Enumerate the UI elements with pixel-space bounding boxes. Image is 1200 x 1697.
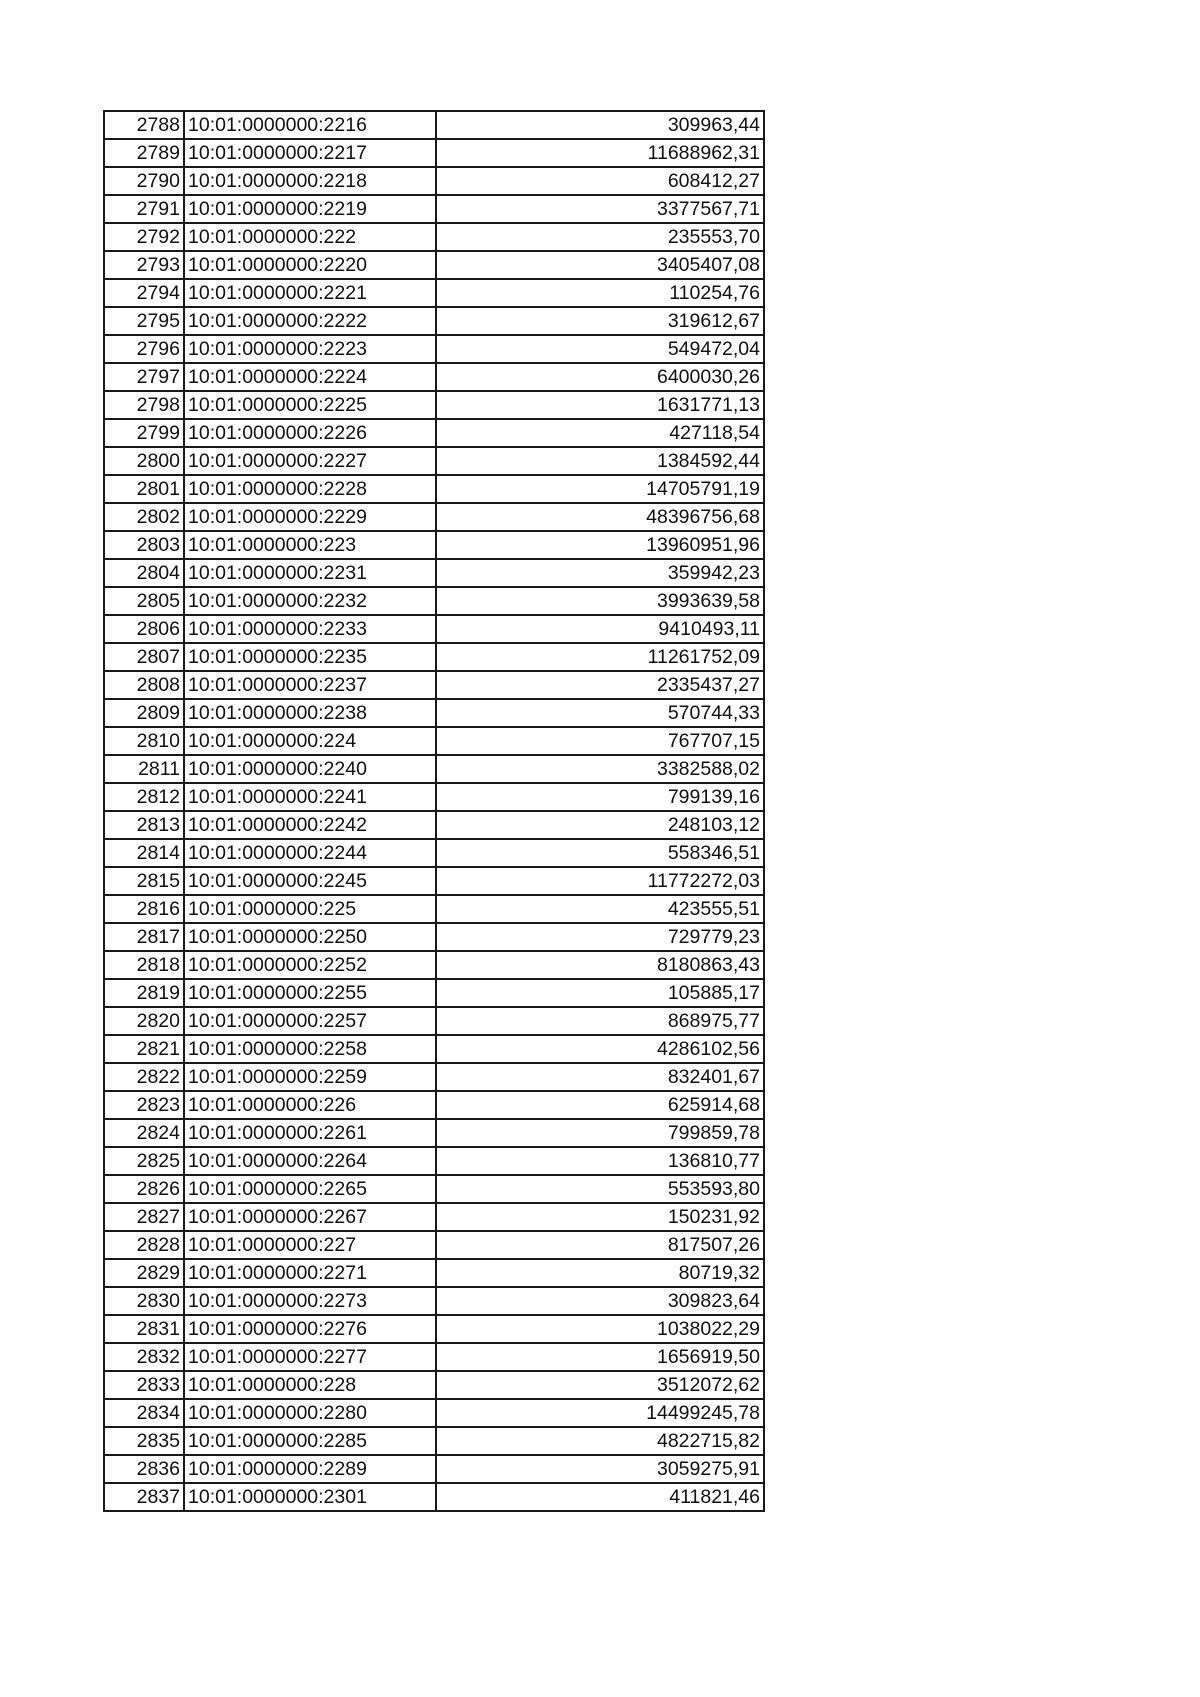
row-number-cell: 2821 (104, 1035, 184, 1063)
cadastral-number-cell: 10:01:0000000:2259 (184, 1063, 436, 1091)
table-row (104, 503, 764, 531)
value-cell: 570744,33 (436, 699, 764, 727)
value-cell: 6400030,26 (436, 363, 764, 391)
value-cell: 3512072,62 (436, 1371, 764, 1399)
cadastral-number-cell: 10:01:0000000:2220 (184, 251, 436, 279)
value-cell: 553593,80 (436, 1175, 764, 1203)
table-row (104, 279, 764, 307)
cadastral-number-cell: 10:01:0000000:227 (184, 1231, 436, 1259)
value-cell: 625914,68 (436, 1091, 764, 1119)
value-cell: 608412,27 (436, 167, 764, 195)
row-number-cell: 2793 (104, 251, 184, 279)
table-row (104, 615, 764, 643)
table-row (104, 1287, 764, 1315)
cadastral-number-cell: 10:01:0000000:224 (184, 727, 436, 755)
value-cell: 1631771,13 (436, 391, 764, 419)
row-number-cell: 2831 (104, 1315, 184, 1343)
row-number-cell: 2798 (104, 391, 184, 419)
row-number-cell: 2813 (104, 811, 184, 839)
value-cell: 14499245,78 (436, 1399, 764, 1427)
value-cell: 3059275,91 (436, 1455, 764, 1483)
table-row (104, 1203, 764, 1231)
cadastral-number-cell: 10:01:0000000:226 (184, 1091, 436, 1119)
table-row (104, 251, 764, 279)
table-row (104, 167, 764, 195)
value-cell: 411821,46 (436, 1483, 764, 1511)
table-row (104, 223, 764, 251)
value-cell: 423555,51 (436, 895, 764, 923)
row-number-cell: 2828 (104, 1231, 184, 1259)
cadastral-number-cell: 10:01:0000000:223 (184, 531, 436, 559)
row-number-cell: 2811 (104, 755, 184, 783)
row-number-cell: 2789 (104, 139, 184, 167)
cadastral-number-cell: 10:01:0000000:2228 (184, 475, 436, 503)
table-row (104, 671, 764, 699)
cadastral-number-cell: 10:01:0000000:2238 (184, 699, 436, 727)
table-row (104, 307, 764, 335)
row-number-cell: 2823 (104, 1091, 184, 1119)
value-cell: 817507,26 (436, 1231, 764, 1259)
table-row (104, 811, 764, 839)
value-cell: 14705791,19 (436, 475, 764, 503)
row-number-cell: 2812 (104, 783, 184, 811)
cadastral-number-cell: 10:01:0000000:2265 (184, 1175, 436, 1203)
value-cell: 8180863,43 (436, 951, 764, 979)
cadastral-number-cell: 10:01:0000000:2226 (184, 419, 436, 447)
value-cell: 319612,67 (436, 307, 764, 335)
row-number-cell: 2827 (104, 1203, 184, 1231)
value-cell: 1384592,44 (436, 447, 764, 475)
cadastral-number-cell: 10:01:0000000:2276 (184, 1315, 436, 1343)
row-number-cell: 2825 (104, 1147, 184, 1175)
cadastral-number-cell: 10:01:0000000:2218 (184, 167, 436, 195)
cadastral-number-cell: 10:01:0000000:2219 (184, 195, 436, 223)
cadastral-number-cell: 10:01:0000000:2271 (184, 1259, 436, 1287)
table-row (104, 475, 764, 503)
value-cell: 868975,77 (436, 1007, 764, 1035)
value-cell: 110254,76 (436, 279, 764, 307)
value-cell: 48396756,68 (436, 503, 764, 531)
value-cell: 105885,17 (436, 979, 764, 1007)
table-row (104, 923, 764, 951)
table-row (104, 531, 764, 559)
table-row (104, 111, 764, 139)
cadastral-number-cell: 10:01:0000000:2255 (184, 979, 436, 1007)
value-cell: 359942,23 (436, 559, 764, 587)
table-row (104, 1007, 764, 1035)
row-number-cell: 2835 (104, 1427, 184, 1455)
table-row (104, 951, 764, 979)
value-cell: 767707,15 (436, 727, 764, 755)
table-row (104, 447, 764, 475)
table-row (104, 1315, 764, 1343)
row-number-cell: 2834 (104, 1399, 184, 1427)
value-cell: 799139,16 (436, 783, 764, 811)
data-table (103, 110, 765, 1512)
value-cell: 136810,77 (436, 1147, 764, 1175)
table-row (104, 895, 764, 923)
table-row (104, 1091, 764, 1119)
row-number-cell: 2830 (104, 1287, 184, 1315)
value-cell: 11261752,09 (436, 643, 764, 671)
table-row (104, 1343, 764, 1371)
cadastral-number-cell: 10:01:0000000:2217 (184, 139, 436, 167)
cadastral-number-cell: 10:01:0000000:2258 (184, 1035, 436, 1063)
value-cell: 832401,67 (436, 1063, 764, 1091)
value-cell: 9410493,11 (436, 615, 764, 643)
cadastral-number-cell: 10:01:0000000:2231 (184, 559, 436, 587)
table-row (104, 1175, 764, 1203)
table-row (104, 1371, 764, 1399)
row-number-cell: 2801 (104, 475, 184, 503)
row-number-cell: 2802 (104, 503, 184, 531)
row-number-cell: 2832 (104, 1343, 184, 1371)
cadastral-number-cell: 10:01:0000000:2225 (184, 391, 436, 419)
table-row (104, 979, 764, 1007)
row-number-cell: 2800 (104, 447, 184, 475)
table-body (104, 111, 764, 1511)
table-row (104, 783, 764, 811)
row-number-cell: 2795 (104, 307, 184, 335)
table-row (104, 643, 764, 671)
table-row (104, 867, 764, 895)
table-row (104, 1259, 764, 1287)
table-row (104, 727, 764, 755)
row-number-cell: 2805 (104, 587, 184, 615)
row-number-cell: 2836 (104, 1455, 184, 1483)
cadastral-number-cell: 10:01:0000000:228 (184, 1371, 436, 1399)
table-row (104, 839, 764, 867)
row-number-cell: 2804 (104, 559, 184, 587)
row-number-cell: 2803 (104, 531, 184, 559)
row-number-cell: 2791 (104, 195, 184, 223)
table-row (104, 1035, 764, 1063)
row-number-cell: 2794 (104, 279, 184, 307)
cadastral-number-cell: 10:01:0000000:2242 (184, 811, 436, 839)
table-row (104, 1455, 764, 1483)
row-number-cell: 2818 (104, 951, 184, 979)
value-cell: 729779,23 (436, 923, 764, 951)
cadastral-number-cell: 10:01:0000000:2229 (184, 503, 436, 531)
row-number-cell: 2796 (104, 335, 184, 363)
table-row (104, 1483, 764, 1511)
cadastral-number-cell: 10:01:0000000:2216 (184, 111, 436, 139)
row-number-cell: 2810 (104, 727, 184, 755)
row-number-cell: 2814 (104, 839, 184, 867)
row-number-cell: 2837 (104, 1483, 184, 1511)
cadastral-number-cell: 10:01:0000000:2223 (184, 335, 436, 363)
table-row (104, 587, 764, 615)
row-number-cell: 2792 (104, 223, 184, 251)
row-number-cell: 2807 (104, 643, 184, 671)
value-cell: 235553,70 (436, 223, 764, 251)
row-number-cell: 2826 (104, 1175, 184, 1203)
table-row (104, 1231, 764, 1259)
cadastral-number-cell: 10:01:0000000:2245 (184, 867, 436, 895)
row-number-cell: 2815 (104, 867, 184, 895)
row-number-cell: 2788 (104, 111, 184, 139)
cadastral-number-cell: 10:01:0000000:2237 (184, 671, 436, 699)
value-cell: 11688962,31 (436, 139, 764, 167)
cadastral-number-cell: 10:01:0000000:2267 (184, 1203, 436, 1231)
row-number-cell: 2822 (104, 1063, 184, 1091)
cadastral-number-cell: 10:01:0000000:2252 (184, 951, 436, 979)
value-cell: 427118,54 (436, 419, 764, 447)
cadastral-number-cell: 10:01:0000000:2241 (184, 783, 436, 811)
table-row (104, 559, 764, 587)
cadastral-number-cell: 10:01:0000000:2257 (184, 1007, 436, 1035)
value-cell: 309823,64 (436, 1287, 764, 1315)
row-number-cell: 2797 (104, 363, 184, 391)
value-cell: 799859,78 (436, 1119, 764, 1147)
cadastral-number-cell: 10:01:0000000:2244 (184, 839, 436, 867)
table-row (104, 699, 764, 727)
cadastral-number-cell: 10:01:0000000:2235 (184, 643, 436, 671)
table-row (104, 363, 764, 391)
value-cell: 4822715,82 (436, 1427, 764, 1455)
table-row (104, 1063, 764, 1091)
value-cell: 11772272,03 (436, 867, 764, 895)
row-number-cell: 2816 (104, 895, 184, 923)
cadastral-number-cell: 10:01:0000000:2280 (184, 1399, 436, 1427)
cadastral-number-cell: 10:01:0000000:2250 (184, 923, 436, 951)
table-row (104, 1147, 764, 1175)
value-cell: 3405407,08 (436, 251, 764, 279)
table-row (104, 391, 764, 419)
row-number-cell: 2809 (104, 699, 184, 727)
cadastral-number-cell: 10:01:0000000:2224 (184, 363, 436, 391)
table-row (104, 1119, 764, 1147)
row-number-cell: 2799 (104, 419, 184, 447)
cadastral-number-cell: 10:01:0000000:2277 (184, 1343, 436, 1371)
table-row (104, 139, 764, 167)
cadastral-number-cell: 10:01:0000000:2240 (184, 755, 436, 783)
row-number-cell: 2790 (104, 167, 184, 195)
cadastral-number-cell: 10:01:0000000:225 (184, 895, 436, 923)
value-cell: 3993639,58 (436, 587, 764, 615)
cadastral-number-cell: 10:01:0000000:2285 (184, 1427, 436, 1455)
cadastral-number-cell: 10:01:0000000:2232 (184, 587, 436, 615)
table-row (104, 419, 764, 447)
value-cell: 1038022,29 (436, 1315, 764, 1343)
value-cell: 4286102,56 (436, 1035, 764, 1063)
value-cell: 3382588,02 (436, 755, 764, 783)
value-cell: 80719,32 (436, 1259, 764, 1287)
cadastral-number-cell: 10:01:0000000:2227 (184, 447, 436, 475)
cadastral-number-cell: 10:01:0000000:2261 (184, 1119, 436, 1147)
cadastral-number-cell: 10:01:0000000:2222 (184, 307, 436, 335)
cadastral-number-cell: 10:01:0000000:2221 (184, 279, 436, 307)
value-cell: 549472,04 (436, 335, 764, 363)
value-cell: 558346,51 (436, 839, 764, 867)
cadastral-number-cell: 10:01:0000000:2289 (184, 1455, 436, 1483)
table-row (104, 195, 764, 223)
row-number-cell: 2808 (104, 671, 184, 699)
value-cell: 248103,12 (436, 811, 764, 839)
table-row (104, 1399, 764, 1427)
row-number-cell: 2824 (104, 1119, 184, 1147)
cadastral-number-cell: 10:01:0000000:2264 (184, 1147, 436, 1175)
row-number-cell: 2833 (104, 1371, 184, 1399)
cadastral-number-cell: 10:01:0000000:2233 (184, 615, 436, 643)
row-number-cell: 2819 (104, 979, 184, 1007)
row-number-cell: 2829 (104, 1259, 184, 1287)
cadastral-number-cell: 10:01:0000000:2273 (184, 1287, 436, 1315)
cadastral-number-cell: 10:01:0000000:222 (184, 223, 436, 251)
row-number-cell: 2820 (104, 1007, 184, 1035)
row-number-cell: 2806 (104, 615, 184, 643)
value-cell: 1656919,50 (436, 1343, 764, 1371)
value-cell: 150231,92 (436, 1203, 764, 1231)
value-cell: 309963,44 (436, 111, 764, 139)
value-cell: 3377567,71 (436, 195, 764, 223)
table-row (104, 335, 764, 363)
value-cell: 2335437,27 (436, 671, 764, 699)
value-cell: 13960951,96 (436, 531, 764, 559)
table-row (104, 755, 764, 783)
table-row (104, 1427, 764, 1455)
cadastral-number-cell: 10:01:0000000:2301 (184, 1483, 436, 1511)
row-number-cell: 2817 (104, 923, 184, 951)
